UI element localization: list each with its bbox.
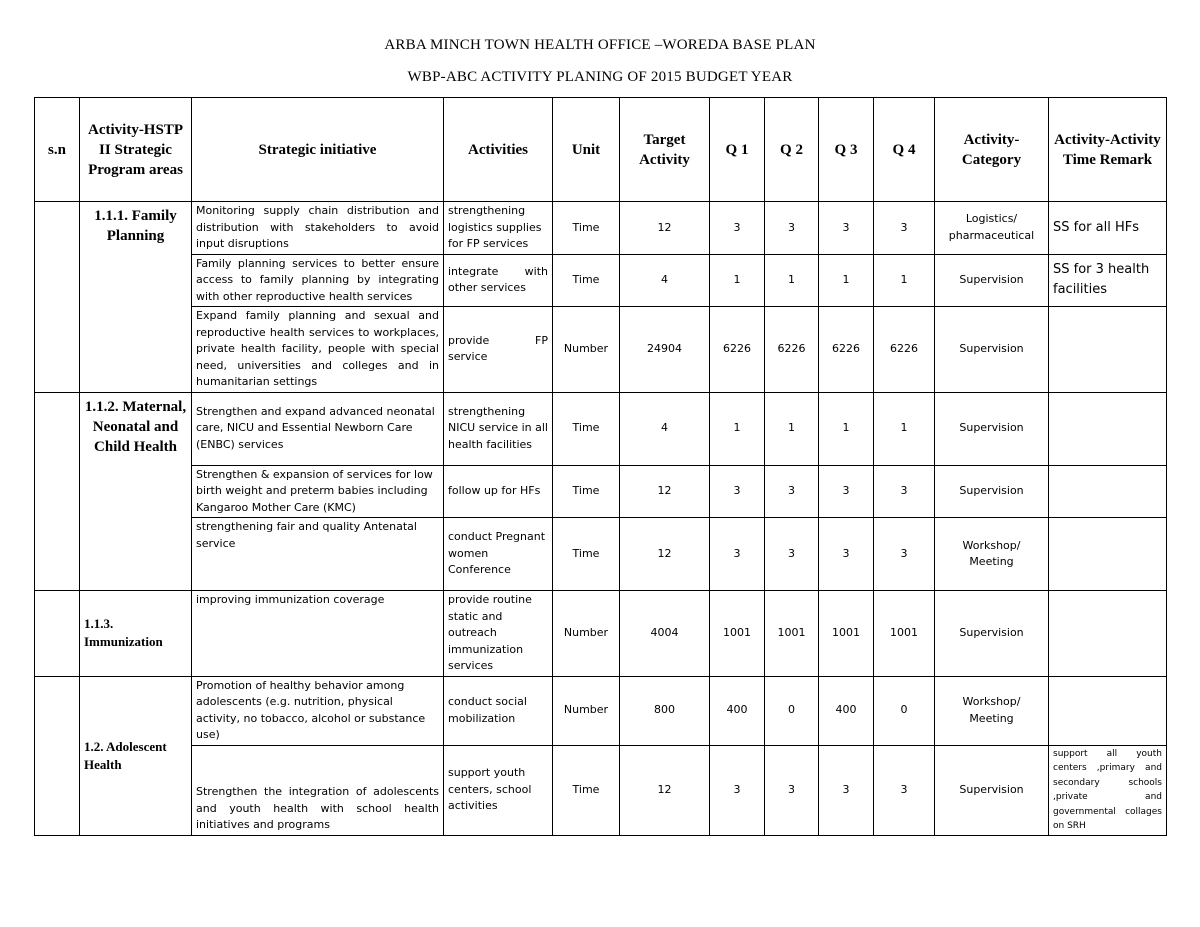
table-row [35,465,1167,518]
target-cell: 4004 [620,591,710,677]
table-row [35,676,1167,745]
q3-cell: 1 [819,392,874,465]
sn-cell [35,392,80,591]
unit-cell: Time [553,202,620,255]
table-row [35,307,1167,393]
unit-cell: Time [553,254,620,307]
q4-cell: 0 [874,676,935,745]
header-target: Target Activity [620,98,710,202]
activity-cell: integrate with other services [444,254,553,307]
activity-cell: support youth centers, school activities [444,745,553,835]
q2-cell: 0 [765,676,819,745]
table-row [35,254,1167,307]
initiative-cell: Strengthen and expand advanced neonatal care, NICU and Essential Newborn Care (ENBC) services [192,392,444,465]
header-sn: s.n [35,98,80,202]
initiative-cell: strengthening fair and quality Antenatal service [192,518,444,591]
q3-cell: 400 [819,676,874,745]
target-cell: 24904 [620,307,710,393]
remark-cell [1049,392,1167,465]
q2-cell: 3 [765,745,819,835]
unit-cell: Time [553,518,620,591]
program-area-cell: 1.2. Adolescent Health [80,676,192,835]
table-row [35,518,1167,591]
target-cell: 4 [620,254,710,307]
q2-cell: 1001 [765,591,819,677]
q4-cell: 1001 [874,591,935,677]
unit-cell: Number [553,676,620,745]
header-unit: Unit [553,98,620,202]
sn-cell [35,202,80,393]
header-remark: Activity-Activity Time Remark [1049,98,1167,202]
q1-cell: 3 [710,465,765,518]
header-q4: Q 4 [874,98,935,202]
q4-cell: 3 [874,202,935,255]
unit-cell: Time [553,392,620,465]
target-cell: 800 [620,676,710,745]
remark-cell: SS for 3 health facilities [1049,254,1167,307]
remark-cell: support all youth centers ,primary and secondary schools ,private and governmental collages on SRH [1049,745,1167,835]
initiative-cell: Family planning services to better ensure access to family planning by integrating with other reproductive health services [192,254,444,307]
target-cell: 12 [620,518,710,591]
q3-cell: 1 [819,254,874,307]
program-area-cell: 1.1.1. Family Planning [80,202,192,393]
q3-cell: 3 [819,518,874,591]
q4-cell: 3 [874,465,935,518]
category-cell: Supervision [935,591,1049,677]
unit-cell: Number [553,591,620,677]
q1-cell: 1001 [710,591,765,677]
q3-cell: 1001 [819,591,874,677]
table-row [35,202,1167,255]
initiative-cell: Promotion of healthy behavior among adolescents (e.g. nutrition, physical activity, no tobacco, alcohol or substance use) [192,676,444,745]
remark-cell [1049,307,1167,393]
activity-cell: conduct social mobilization [444,676,553,745]
target-cell: 12 [620,745,710,835]
activity-cell: provide routine static and outreach immunization services [444,591,553,677]
q3-cell: 3 [819,745,874,835]
initiative-cell: Monitoring supply chain distribution and distribution with stakeholders to avoid input disruptions [192,202,444,255]
q3-cell: 3 [819,202,874,255]
table-row [35,591,1167,677]
unit-cell: Time [553,745,620,835]
unit-cell: Time [553,465,620,518]
q2-cell: 3 [765,202,819,255]
q2-cell: 1 [765,254,819,307]
q2-cell: 3 [765,518,819,591]
header-strategic-initiative: Strategic initiative [192,98,444,202]
sn-cell [35,676,80,835]
remark-cell: SS for all HFs [1049,202,1167,255]
category-cell: Workshop/ Meeting [935,518,1049,591]
q1-cell: 3 [710,202,765,255]
category-cell: Supervision [935,254,1049,307]
header-activities: Activities [444,98,553,202]
remark-cell [1049,676,1167,745]
target-cell: 12 [620,202,710,255]
q2-cell: 3 [765,465,819,518]
q1-cell: 1 [710,254,765,307]
activity-cell: provide FP service [444,307,553,393]
document-subtitle: WBP-ABC ACTIVITY PLANING OF 2015 BUDGET YEAR [407,69,793,85]
activity-cell: strengthening logistics supplies for FP services [444,202,553,255]
q1-cell: 6226 [710,307,765,393]
q2-cell: 1 [765,392,819,465]
activity-cell: conduct Pregnant women Conference [444,518,553,591]
category-cell: Supervision [935,392,1049,465]
category-cell: Logistics/ pharmaceutical [935,202,1049,255]
q4-cell: 1 [874,254,935,307]
initiative-cell: Expand family planning and sexual and reproductive health services to workplaces, private health facility, people with special need, universities and colleges and in humanitarian settings [192,307,444,393]
table-header-row [35,98,1167,202]
program-area-cell: 1.1.2. Maternal, Neonatal and Child Health [80,392,192,591]
remark-cell [1049,591,1167,677]
table-row [35,745,1167,835]
remark-cell [1049,518,1167,591]
program-area-cell: 1.1.3. Immunization [80,591,192,677]
target-cell: 4 [620,392,710,465]
header-q1: Q 1 [710,98,765,202]
q1-cell: 3 [710,745,765,835]
q2-cell: 6226 [765,307,819,393]
header-q3: Q 3 [819,98,874,202]
q3-cell: 3 [819,465,874,518]
activity-plan-table [34,97,1167,836]
q1-cell: 1 [710,392,765,465]
q4-cell: 3 [874,745,935,835]
remark-cell [1049,465,1167,518]
sn-cell [35,591,80,677]
header-category: Activity-Category [935,98,1049,202]
activity-cell: follow up for HFs [444,465,553,518]
category-cell: Supervision [935,465,1049,518]
table-row [35,392,1167,465]
header-q2: Q 2 [765,98,819,202]
category-cell: Supervision [935,307,1049,393]
initiative-cell: improving immunization coverage [192,591,444,677]
category-cell: Workshop/ Meeting [935,676,1049,745]
category-cell: Supervision [935,745,1049,835]
q1-cell: 400 [710,676,765,745]
q1-cell: 3 [710,518,765,591]
initiative-cell: Strengthen the integration of adolescents and youth health with school health initiatives and programs [192,745,444,835]
target-cell: 12 [620,465,710,518]
unit-cell: Number [553,307,620,393]
q4-cell: 3 [874,518,935,591]
document-title: ARBA MINCH TOWN HEALTH OFFICE –WOREDA BASE PLAN [384,37,816,53]
q4-cell: 1 [874,392,935,465]
q4-cell: 6226 [874,307,935,393]
header-program-area: Activity-HSTP II Strategic Program areas [80,98,192,202]
q3-cell: 6226 [819,307,874,393]
activity-cell: strengthening NICU service in all health facilities [444,392,553,465]
initiative-cell: Strengthen & expansion of services for low birth weight and preterm babies including Kangaroo Mother Care (KMC) [192,465,444,518]
